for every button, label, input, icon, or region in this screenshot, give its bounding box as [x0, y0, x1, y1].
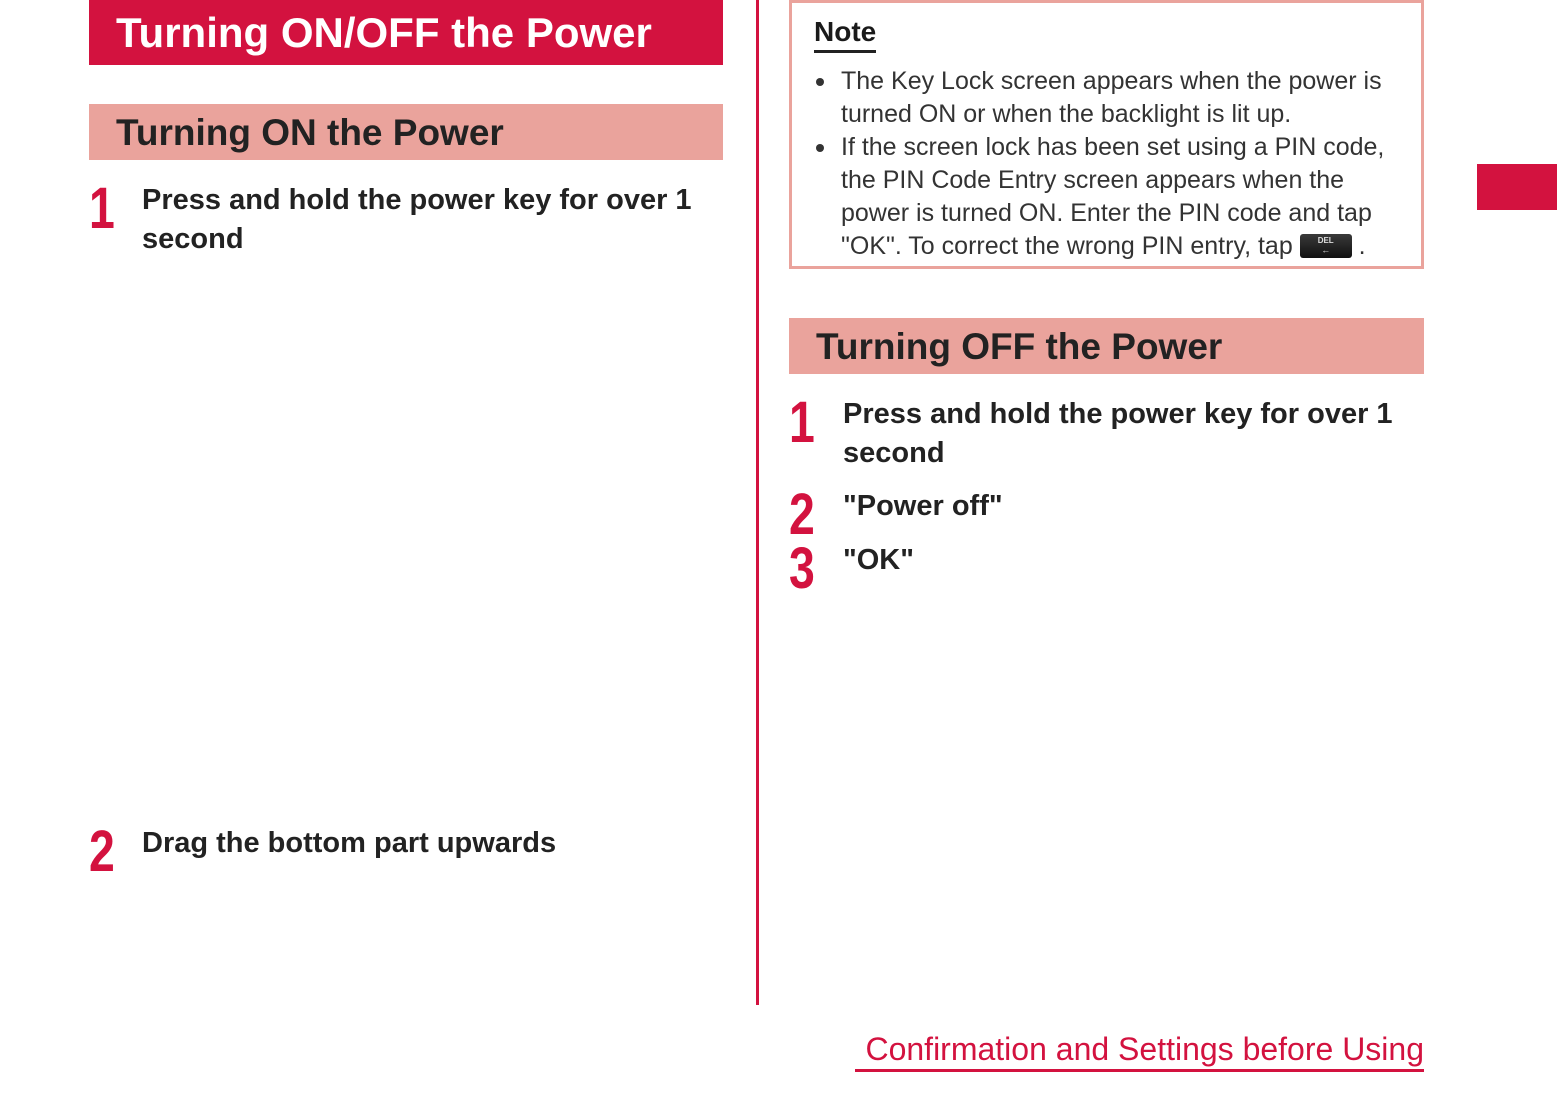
step-number-on-2: 2	[89, 819, 115, 884]
section-heading-turning-off: Turning OFF the Power	[789, 318, 1424, 374]
note-item-text: The Key Lock screen appears when the power is turned ON or when the backlight is lit up.	[841, 67, 1382, 128]
step-text-off-3: "OK"	[843, 544, 914, 576]
note-list	[814, 65, 1414, 263]
section-heading-turning-on: Turning ON the Power	[89, 104, 723, 160]
step-text-off-2: "Power off"	[843, 490, 1003, 522]
step-number-off-3: 3	[789, 536, 815, 601]
note-box	[789, 0, 1424, 269]
step-text-on-1: Press and hold the power key for over 1 second	[142, 184, 692, 255]
step-number-on-1: 1	[89, 176, 115, 241]
note-item-text: If the screen lock has been set using a PIN code, the PIN Code Entry screen appears when the power is turned ON. Enter the PIN code and tap "OK". To correct the wrong PIN entry, tap	[841, 133, 1385, 260]
chapter-footer-link[interactable]: Confirmation and Settings before Using	[865, 1031, 1424, 1067]
del-key-icon	[1300, 234, 1352, 258]
note-item-end: .	[1358, 232, 1366, 260]
del-key-label: DEL	[1317, 236, 1334, 245]
footer-underline	[855, 1069, 1424, 1072]
step-text-on-2: Drag the bottom part upwards	[142, 827, 557, 859]
step-number-off-1: 1	[789, 390, 815, 455]
note-heading: Note	[814, 15, 876, 53]
bullet-icon	[816, 78, 824, 86]
page-title: Turning ON/OFF the Power	[89, 0, 723, 65]
bullet-icon	[816, 144, 824, 152]
step-text-off-1: Press and hold the power key for over 1 second	[843, 398, 1393, 469]
column-divider	[756, 0, 759, 1005]
backspace-arrow-icon: ←	[1321, 245, 1331, 255]
note-item	[814, 131, 1414, 263]
chapter-side-tab[interactable]	[1477, 164, 1557, 210]
step-number-off-2: 2	[789, 482, 815, 547]
note-item	[814, 65, 1414, 131]
